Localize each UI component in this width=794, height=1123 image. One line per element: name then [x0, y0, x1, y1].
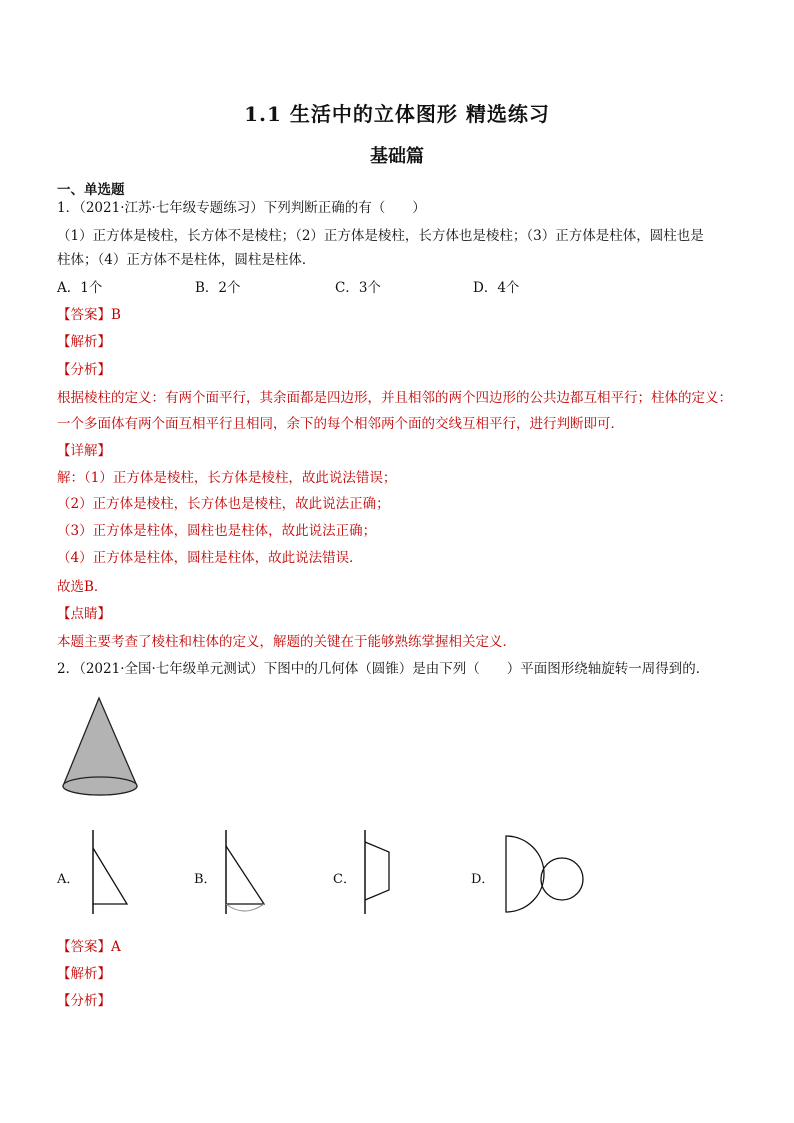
- q1-detail-line-3: （3）正方体是柱体，圆柱也是柱体，故此说法正确；: [57, 523, 377, 539]
- q1-options: [57, 278, 519, 298]
- q1-dianjing-text: 本题主要考查了棱柱和柱体的定义，解题的关键在于能够熟练掌握相关定义．: [57, 634, 516, 650]
- q2-answer-label: 【答案】: [57, 939, 111, 955]
- q2-option-b-label: B．: [194, 872, 217, 887]
- q1-detail-line-1: 解：（1）正方体是棱柱，长方体是棱柱，故此说法错误；: [57, 470, 397, 486]
- q1-option-b: B．2个: [195, 280, 241, 296]
- q1-detail-line-4: （4）正方体是柱体，圆柱是柱体，故此说法错误．: [57, 550, 363, 566]
- q1-fenxi-label: 【分析】: [57, 362, 111, 378]
- option-d-figure: [500, 832, 590, 916]
- section-heading: 一、单选题: [57, 182, 125, 198]
- option-a-figure: [83, 828, 133, 918]
- option-a-triangle: [93, 848, 127, 904]
- q1-body-line-1: （1）正方体是棱柱，长方体不是棱柱；（2）正方体是棱柱，长方体也是棱柱；（3）正方体是柱体，圆柱也是: [57, 228, 704, 244]
- q1-xiangjie-label: 【详解】: [57, 443, 111, 459]
- q2-stem: 2．（2021·全国·七年级单元测试）下图中的几何体（圆锥）是由下列（ ）平面图形绕轴旋转一周得到的．: [57, 661, 710, 677]
- q1-detail-line-5: 故选B．: [57, 579, 108, 595]
- q1-jiexi-label: 【解析】: [57, 334, 111, 350]
- q1-detail-line-2: （2）正方体是棱柱，长方体也是棱柱，故此说法正确；: [57, 496, 390, 512]
- option-b-triangle: [226, 846, 264, 904]
- q1-option-a: A．1个: [57, 280, 103, 296]
- q2-jiexi-label: 【解析】: [57, 966, 111, 982]
- q2-option-c-label: C．: [333, 872, 356, 887]
- option-d-circle: [541, 858, 583, 900]
- q2-fenxi-label: 【分析】: [57, 993, 111, 1009]
- page-subtitle: 基础篇: [370, 146, 424, 167]
- q1-answer-value: B: [111, 307, 121, 323]
- option-c-trapezoid: [365, 842, 389, 900]
- q2-option-d-label: D．: [471, 872, 495, 887]
- q1-dianjing-label: 【点睛】: [57, 606, 111, 622]
- option-b-arc: [226, 904, 264, 911]
- q1-body-line-2: 柱体；（4）正方体不是柱体，圆柱是柱体．: [57, 252, 316, 268]
- q1-answer-row: [57, 305, 121, 325]
- option-b-figure: [218, 828, 278, 918]
- q1-fenxi-line-2: 一个多面体有两个面互相平行且相同，余下的每个相邻两个面的交线互相平行，进行判断即可．: [57, 416, 624, 432]
- option-d-semicircle: [506, 836, 544, 912]
- q1-fenxi-line-1: 根据棱柱的定义：有两个面平行，其余面都是四边形，并且相邻的两个四边形的公共边都互相平行；柱体的定义：: [57, 390, 732, 406]
- cone-figure: [55, 690, 145, 802]
- q1-option-c: C．3个: [335, 280, 381, 296]
- q1-option-d: D．4个: [473, 280, 520, 296]
- q2-answer-value: A: [111, 939, 121, 955]
- q1-answer-label: 【答案】: [57, 307, 111, 323]
- q2-option-a-label: A．: [57, 872, 80, 887]
- option-c-figure: [358, 828, 408, 918]
- page-title: 1.1 生活中的立体图形 精选练习: [244, 102, 550, 126]
- q2-answer-row: [57, 937, 121, 957]
- q1-stem: 1．（2021·江苏·七年级专题练习）下列判断正确的有（ ）: [57, 200, 426, 216]
- cone-base: [63, 777, 137, 795]
